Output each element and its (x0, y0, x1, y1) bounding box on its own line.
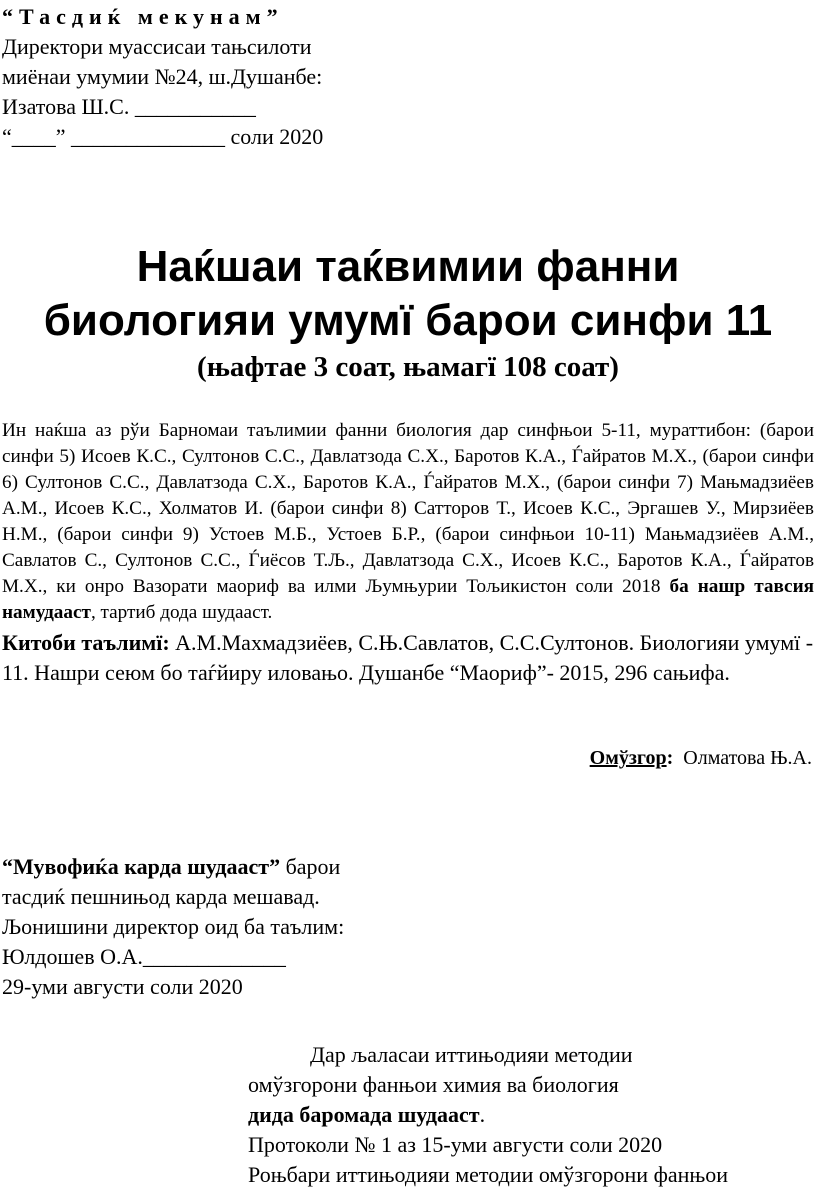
approval-line-1: Директори муассисаи тањсилоти (2, 34, 312, 59)
title-line-3: (њафтае 3 соат, њамагї 108 соат) (197, 351, 619, 383)
agreement-line-5: 29-уми августи соли 2020 (2, 974, 243, 999)
agreement-line-4: Юлдошев О.А._____________ (2, 944, 286, 969)
agreement-line-1-rest: барои (280, 854, 341, 879)
title-line-2: биологияи умумї барои синфи 11 (43, 296, 773, 345)
textbook-label: Китоби таълимї: (2, 630, 170, 655)
agreement-line-2: тасдиќ пешнињод карда мешавад. (2, 884, 320, 909)
textbook-paragraph (2, 628, 814, 688)
teacher-colon: : (666, 747, 674, 769)
approval-line-4: “____” ______________ соли 2020 (2, 124, 324, 149)
intro-paragraph (2, 418, 814, 626)
approval-line-3: Изатова Ш.С. ___________ (2, 94, 256, 119)
intro-text: Ин наќша аз рўи Барномаи таълимии фанни биология дар синфњои 5-11, мураттибон: (барои синфи 5) Исоев К.С., Султонов С.С., Давлатзода С.Х., Баротов К.А., Ѓайратов М.Х., (барои синфи 6) Султонов С.С., Давлатзода С.Х., Баротов К.А., Ѓайратов М.Х., (барои синфи 7) Мањмадзиёев А.М., Исоев К.С., Холматов И. (барои синфи 8) Сатторов Т., Исоев К.С., Эргашев У., Мирзиёев Н.М., (барои синфи 9) Устоев М.Б., Устоев Б.Р., (барои синфњои 10-11) Мањмадзиёев А.М., Савлатов С., Султонов С.С., Ѓиёсов Т.Љ., Давлатзода С.Х., Исоев К.С., Баротов К.А., Ѓайратов М.Х., ки онро Вазорати маориф ва илми Љумњурии Тољикистон соли 2018 (2, 420, 814, 597)
approval-line-2: миёнаи умумии №24, ш.Душанбе: (2, 64, 323, 89)
meeting-line-5: Роњбари иттињодияи методии омўзгорони фанњои (248, 1162, 729, 1187)
teacher-line (0, 744, 812, 772)
agreement-bold: “Мувофиќа карда шудааст” (2, 854, 281, 879)
intro-bold-text: ба нашр тавсия намудааст (2, 576, 815, 623)
textbook-text: А.М.Махмадзиёев, С.Њ.Савлатов, С.С.Султонов. Биологияи умумї - 11. Нашри сеюм бо таѓйиру иловањо. Душанбе “Маориф”- 2015, 296 сањифа. (2, 630, 814, 685)
meeting-block (248, 1040, 728, 1190)
meeting-line-2: омўзгорони фанњои химия ва биология (248, 1072, 619, 1097)
meeting-line-4: Протоколи № 1 аз 15-уми августи соли 2020 (248, 1132, 663, 1157)
meeting-line-1: Дар љаласаи иттињодияи методии (310, 1042, 633, 1067)
approval-title: “Тасдиќ мекунам” (2, 4, 284, 29)
approval-block (2, 2, 323, 152)
agreement-block (2, 852, 344, 1002)
teacher-label: Омўзгор (589, 747, 667, 769)
agreement-line-3: Љонишини директор оид ба таълим: (2, 914, 345, 939)
meeting-line-3-end: . (479, 1102, 486, 1127)
document-title (0, 240, 816, 386)
title-line-1: Наќшаи таќвимии фанни (136, 242, 680, 291)
meeting-bold: дида баромада шудааст (248, 1102, 480, 1127)
teacher-name: Олматова Њ.А. (683, 747, 812, 769)
intro-tail-text: , тартиб дода шудааст. (90, 602, 273, 623)
